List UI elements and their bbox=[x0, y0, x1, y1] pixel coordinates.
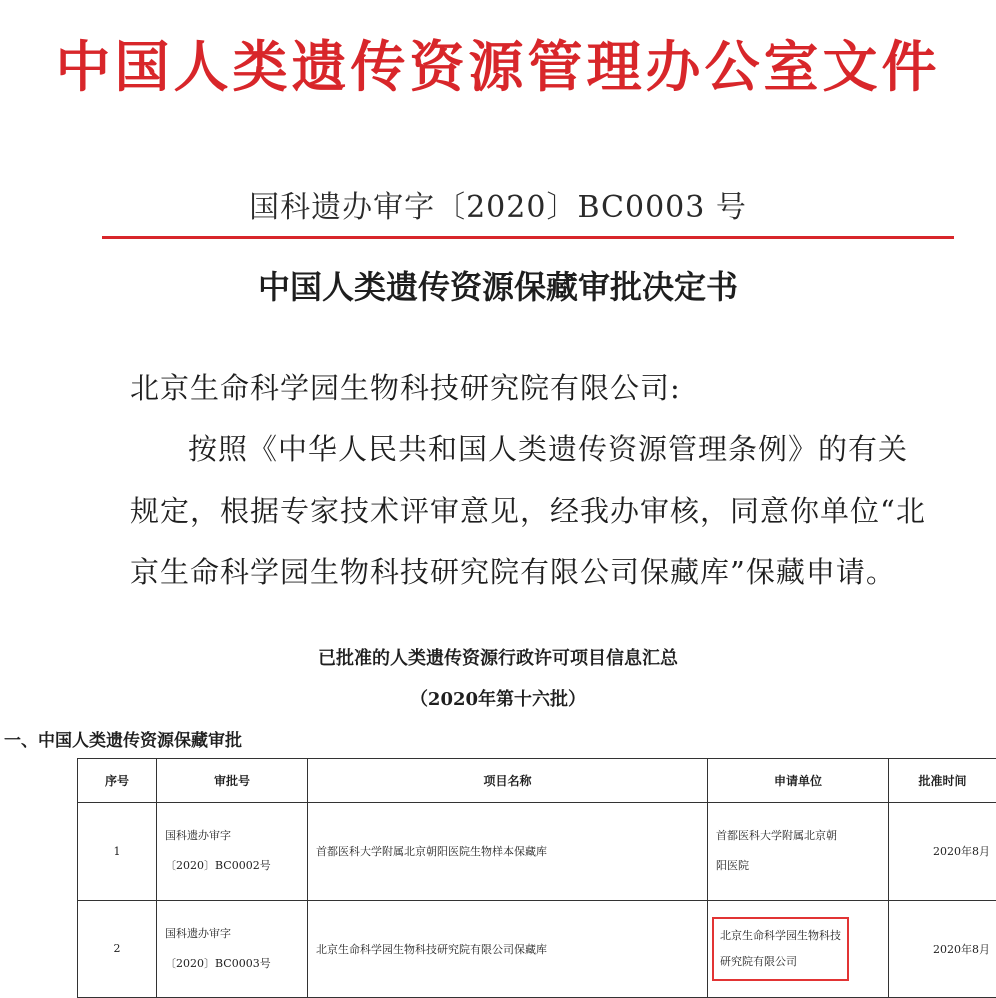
row-applicant bbox=[708, 900, 889, 997]
table-header-row bbox=[78, 759, 996, 803]
row-index: 1 bbox=[78, 803, 157, 900]
document-header: 中国人类遗传资源管理办公室文件 bbox=[0, 22, 996, 112]
decision-title: 中国人类遗传资源保藏审批决定书 bbox=[0, 262, 996, 308]
row-date: 2020年8月 bbox=[889, 803, 996, 900]
row-approval-no bbox=[157, 900, 308, 997]
row-index: 2 bbox=[78, 900, 157, 997]
header-project: 项目名称 bbox=[308, 759, 708, 803]
applicant-line1: 首都医科大学附属北京朝 bbox=[716, 821, 888, 851]
applicant-line2: 阳医院 bbox=[716, 851, 888, 881]
table-row bbox=[78, 803, 996, 900]
table-row bbox=[78, 900, 996, 997]
applicant-line1: 北京生命科学园生物科技 bbox=[720, 923, 841, 949]
approval-table bbox=[77, 758, 996, 998]
document-number: 国科遗办审字〔2020〕BC0003 号 bbox=[0, 182, 996, 226]
summary-title: 已批准的人类遗传资源行政许可项目信息汇总 bbox=[0, 644, 996, 670]
summary-subtitle: （2020年第十六批） bbox=[0, 685, 996, 711]
row-approval-no bbox=[157, 803, 308, 900]
approval-no-line1: 国科遗办审字 bbox=[165, 821, 307, 851]
row-date: 2020年8月 bbox=[889, 900, 996, 997]
red-divider bbox=[102, 236, 954, 239]
body-line-3: 京生命科学园生物科技研究院有限公司保藏库”保藏申请。 bbox=[130, 550, 896, 591]
header-approval-no: 审批号 bbox=[157, 759, 308, 803]
highlight-box bbox=[712, 917, 849, 981]
header-date: 批准时间 bbox=[889, 759, 996, 803]
approval-no-line1: 国科遗办审字 bbox=[165, 919, 307, 949]
row-project: 北京生命科学园生物科技研究院有限公司保藏库 bbox=[308, 900, 708, 997]
row-applicant bbox=[708, 803, 889, 900]
header-applicant: 申请单位 bbox=[708, 759, 889, 803]
applicant-line2: 研究院有限公司 bbox=[720, 949, 841, 975]
section-heading: 一、中国人类遗传资源保藏审批 bbox=[4, 726, 242, 751]
body-line-2: 规定，根据专家技术评审意见，经我办审核，同意你单位“北 bbox=[130, 489, 926, 530]
row-project: 首都医科大学附属北京朝阳医院生物样本保藏库 bbox=[308, 803, 708, 900]
body-line-1: 按照《中华人民共和国人类遗传资源管理条例》的有关 bbox=[188, 427, 908, 468]
addressee: 北京生命科学园生物科技研究院有限公司: bbox=[130, 366, 681, 407]
header-index: 序号 bbox=[78, 759, 157, 803]
approval-no-line2: 〔2020〕BC0003号 bbox=[165, 949, 307, 979]
approval-no-line2: 〔2020〕BC0002号 bbox=[165, 851, 307, 881]
